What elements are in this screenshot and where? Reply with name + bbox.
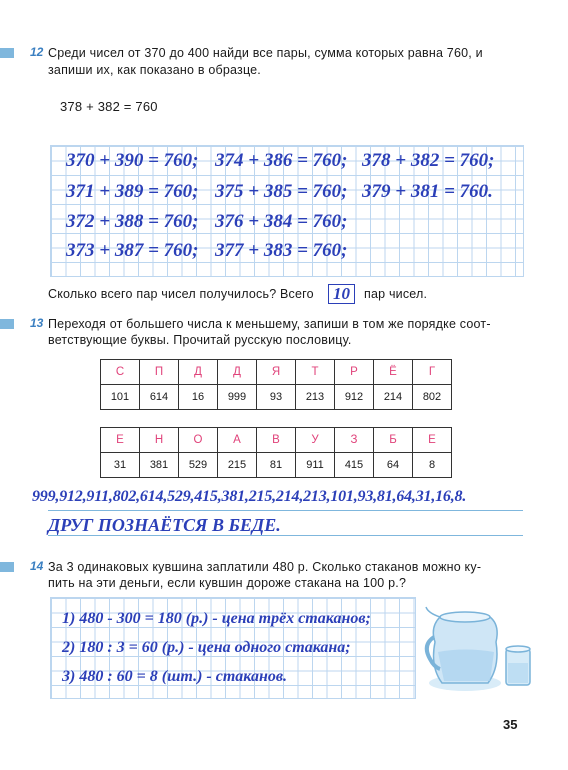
cipher-number: 213 bbox=[296, 385, 335, 410]
task-12-sample: 378 + 382 = 760 bbox=[60, 99, 158, 114]
task-12-question-end: пар чисел. bbox=[364, 287, 428, 301]
task-14-number: 14 bbox=[30, 559, 44, 573]
cipher-number: 415 bbox=[335, 453, 374, 478]
task-12-answer-10: 377 + 383 = 760; bbox=[215, 240, 348, 261]
task-14-solution-1: 1) 480 - 300 = 180 (р.) - цена трёх стаканов; bbox=[62, 610, 371, 627]
cipher-letter: С bbox=[101, 360, 140, 385]
task-12-answer-4: 371 + 389 = 760; bbox=[66, 181, 199, 202]
cipher-table-1 bbox=[100, 359, 452, 410]
cipher-number: 31 bbox=[101, 453, 140, 478]
page-number: 35 bbox=[503, 717, 518, 732]
cipher-number: 802 bbox=[413, 385, 452, 410]
task-12-text-line2: запиши их, как показано в образце. bbox=[48, 63, 261, 77]
jug-and-glass-illustration bbox=[420, 597, 540, 697]
cipher-letter: Д bbox=[179, 360, 218, 385]
cipher-letter: Г bbox=[413, 360, 452, 385]
cipher-letter: Е bbox=[413, 428, 452, 453]
task-13-answer-sequence: 999,912,911,802,614,529,415,381,215,214,213,101,93,81,64,31,16,8. bbox=[32, 488, 467, 505]
cipher-number: 381 bbox=[140, 453, 179, 478]
cipher-number: 911 bbox=[296, 453, 335, 478]
cipher-number: 64 bbox=[374, 453, 413, 478]
task-12-answer-9: 373 + 387 = 760; bbox=[66, 240, 199, 261]
task-12-answer-box: 10 bbox=[328, 284, 355, 304]
cipher-number: 101 bbox=[101, 385, 140, 410]
cipher-number: 912 bbox=[335, 385, 374, 410]
cipher-number: 93 bbox=[257, 385, 296, 410]
cipher-letter: Т bbox=[296, 360, 335, 385]
task-12-marker bbox=[0, 48, 14, 58]
cipher-letter: А bbox=[218, 428, 257, 453]
cipher-letter: Е bbox=[101, 428, 140, 453]
cipher-letter: Я bbox=[257, 360, 296, 385]
cipher-letter: В bbox=[257, 428, 296, 453]
task-14-text-line1: За 3 одинаковых кувшина заплатили 480 р. Сколько стаканов можно ку- bbox=[48, 560, 482, 574]
task-14-marker bbox=[0, 562, 14, 572]
task-12-answer-8: 376 + 384 = 760; bbox=[215, 211, 348, 232]
cipher-letter: Р bbox=[335, 360, 374, 385]
cipher-letter: З bbox=[335, 428, 374, 453]
cipher-number: 215 bbox=[218, 453, 257, 478]
cipher-number: 81 bbox=[257, 453, 296, 478]
task-14-solution-2: 2) 180 : 3 = 60 (р.) - цена одного стакана; bbox=[62, 639, 351, 656]
cipher-letter: У bbox=[296, 428, 335, 453]
task-12-text-line1: Среди чисел от 370 до 400 найди все пары, сумма которых равна 760, и bbox=[48, 46, 483, 60]
cipher-number: 999 bbox=[218, 385, 257, 410]
cipher-number: 529 bbox=[179, 453, 218, 478]
cipher-letter: Ё bbox=[374, 360, 413, 385]
cipher-table-2 bbox=[100, 427, 452, 478]
task-13-answer-line-1 bbox=[48, 510, 523, 511]
cipher-number: 16 bbox=[179, 385, 218, 410]
task-14-solution-3: 3) 480 : 60 = 8 (шт.) - стаканов. bbox=[62, 668, 288, 685]
task-13-marker bbox=[0, 319, 14, 329]
cipher-number: 214 bbox=[374, 385, 413, 410]
cipher-number: 614 bbox=[140, 385, 179, 410]
task-12-answer-5: 375 + 385 = 760; bbox=[215, 181, 348, 202]
task-13-number: 13 bbox=[30, 316, 44, 330]
cipher-letter: П bbox=[140, 360, 179, 385]
cipher-letter: Д bbox=[218, 360, 257, 385]
task-12-answer-6: 379 + 381 = 760. bbox=[362, 181, 493, 202]
jug-icon bbox=[420, 597, 540, 697]
task-12-number: 12 bbox=[30, 45, 44, 59]
task-13-text-line2: ветствующие буквы. Прочитай русскую пословицу. bbox=[48, 333, 352, 347]
task-12-answer-1: 370 + 390 = 760; bbox=[66, 150, 199, 171]
task-13-text-line1: Переходя от большего числа к меньшему, запиши в том же порядке соот- bbox=[48, 317, 491, 331]
task-13-answer-proverb: ДРУГ ПОЗНАЁТСЯ В БЕДЕ. bbox=[48, 515, 281, 535]
cipher-letter: О bbox=[179, 428, 218, 453]
cipher-number: 8 bbox=[413, 453, 452, 478]
task-13-answer-line-2 bbox=[48, 535, 523, 536]
task-12-answer-2: 374 + 386 = 760; bbox=[215, 150, 348, 171]
cipher-letter: Н bbox=[140, 428, 179, 453]
task-12-answer-3: 378 + 382 = 760; bbox=[362, 150, 495, 171]
task-12-answer-7: 372 + 388 = 760; bbox=[66, 211, 199, 232]
task-14-text-line2: пить на эти деньги, если кувшин дороже стакана на 100 р.? bbox=[48, 576, 407, 590]
task-12-question: Сколько всего пар чисел получилось? Всего bbox=[48, 287, 314, 301]
cipher-letter: Б bbox=[374, 428, 413, 453]
